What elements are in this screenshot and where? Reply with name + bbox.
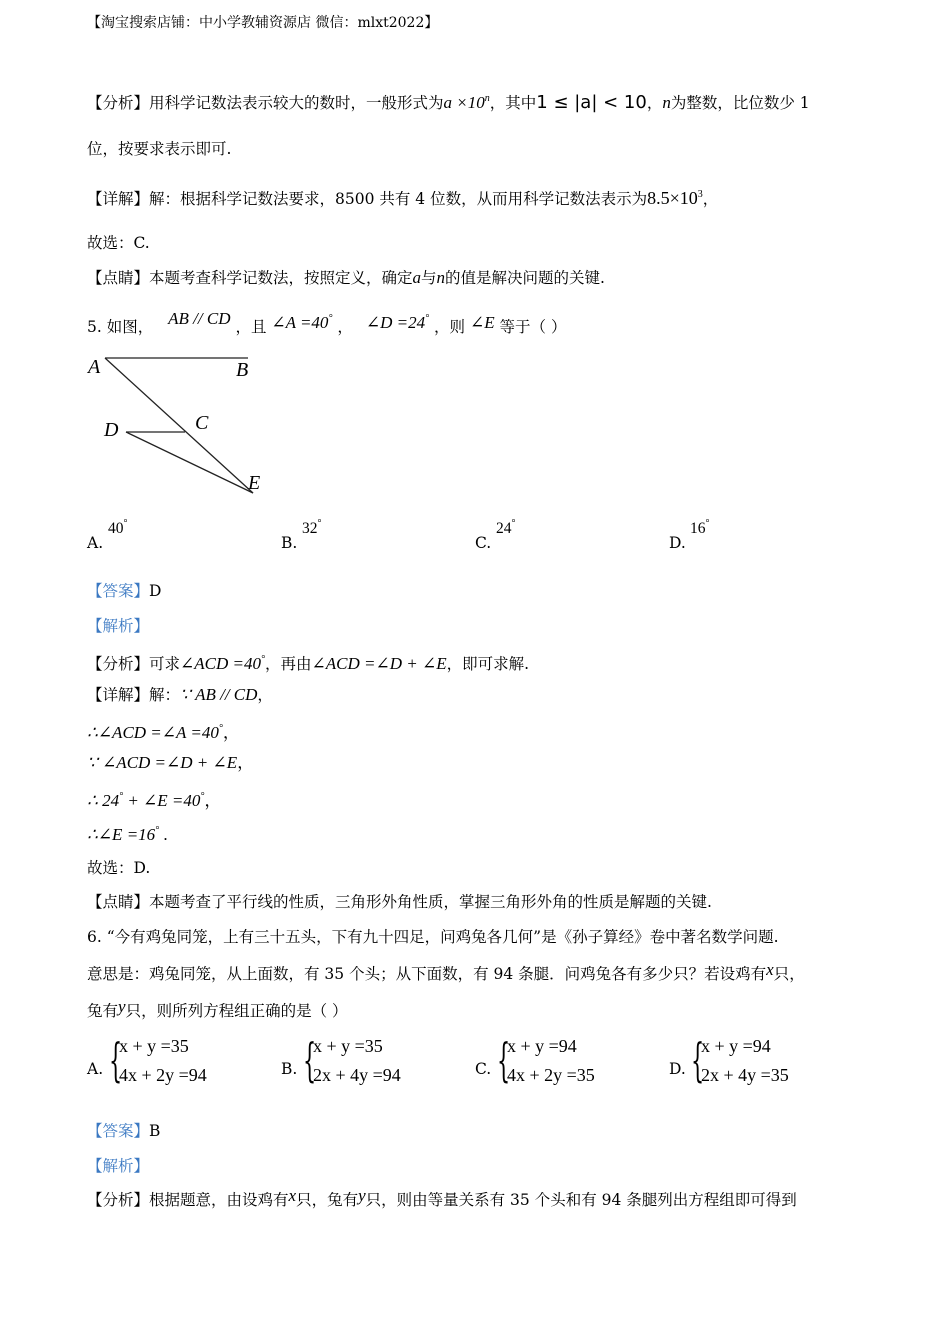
q5-option-c-value: 24° — [496, 518, 516, 537]
q5-step-2: ∴∠ACD =∠A =40°， — [87, 723, 240, 742]
q6-option-a: A. — [87, 1060, 104, 1078]
segment-ae — [105, 358, 253, 493]
q6-answer: 【答案】B — [87, 1122, 161, 1140]
q6-option-b-system: { x + y =35 2x + 4y =94 — [303, 1033, 401, 1087]
formula-exterior-angle: ∠ACD =∠D + ∠E — [311, 654, 447, 673]
q6-option-d: D. — [669, 1060, 686, 1078]
q4-detail: 【详解】解：根据科学记数法要求，8500 共有 4 位数，从而用科学记数法表示为$8.5\times 10^3$， — [87, 188, 719, 208]
q5-answer: 【答案】D — [87, 582, 162, 600]
q6-option-a-system: { x + y =35 4x + 2y =94 — [109, 1033, 207, 1087]
q5-option-a: A. — [87, 534, 104, 552]
q5-cond-angle-d: ∠D =24° — [365, 313, 430, 332]
q6-analysis: 【分析】根据题意，由设鸡有x只，兔有y只，则由等量关系有 35 个头和有 94 条腿列出方程组即可得到 — [87, 1186, 797, 1209]
q5-option-c: C. — [475, 534, 492, 552]
q5-option-d: D. — [669, 534, 686, 552]
formula-acd-40: ∠ACD =40° — [180, 654, 265, 673]
q5-option-b: B. — [281, 534, 298, 552]
page-header: 【淘宝搜索店铺：中小学教辅资源店 微信：mlxt2022】 — [87, 15, 439, 31]
label-a: A — [88, 356, 101, 378]
q5-step-4: ∴ 24° + ∠E =40°， — [87, 791, 222, 810]
q5-detail: 【详解】解：∵ AB // CD， — [87, 685, 273, 704]
q4-comment: 【点睛】本题考查科学记数法，按照定义，确定a与n的值是解决问题的关键. — [87, 268, 605, 287]
q5-cond-parallel: AB // CD — [168, 309, 231, 328]
q6-option-b: B. — [281, 1060, 298, 1078]
q4-analysis: 【分析】用科学记数法表示较大的数时，一般形式为$a \times 10^n$，其中1 ≤ |a| < 10，n为整数，比位数少 1 — [87, 92, 810, 113]
q6-option-c-system: { x + y =94 4x + 2y =35 — [497, 1033, 595, 1087]
q4-choice: 故选：C. — [87, 234, 150, 252]
q5-option-b-value: 32° — [302, 518, 322, 537]
q6-option-c: C. — [475, 1060, 492, 1078]
q5-analysis: 【分析】可求∠ACD =40°，再由∠ACD =∠D + ∠E，即可求解. — [87, 654, 530, 673]
q5-step-3: ∵ ∠ACD =∠D + ∠E， — [87, 753, 255, 772]
q5-cond-angle-e: ∠E — [469, 313, 495, 332]
q5-choice: 故选：D. — [87, 859, 151, 877]
q5-option-d-value: 16° — [690, 518, 710, 537]
segment-de — [126, 432, 253, 493]
q6-stem-line1: 6. “今有鸡兔同笼，上有三十五头，下有九十四足，问鸡兔各几何”是《孙子算经》卷中著名数学问题. — [87, 928, 779, 946]
q6-jiexi: 【解析】 — [87, 1157, 150, 1175]
formula-range: 1 ≤ |a| < 10 — [536, 92, 647, 113]
q5-geometry-figure — [80, 345, 290, 505]
label-c: C — [195, 412, 209, 434]
label-d: D — [104, 419, 119, 441]
q5-step-5: ∴∠E =16° . — [87, 825, 168, 844]
q6-stem-line2: 意思是：鸡兔同笼，从上面数，有 35 个头；从下面数，有 94 条腿．问鸡兔各有多少只？若设鸡有x只， — [87, 960, 805, 983]
q6-stem-line3: 兔有y只，则所列方程组正确的是（ ） — [87, 997, 348, 1020]
label-e: E — [248, 472, 261, 494]
q5-jiexi: 【解析】 — [87, 617, 150, 635]
q5-cond-angle-a: ∠A =40° — [271, 313, 333, 332]
label-b: B — [236, 359, 249, 381]
q5-comment: 【点睛】本题考查了平行线的性质，三角形外角性质，掌握三角形外角的性质是解题的关键. — [87, 893, 712, 911]
q5-option-a-value: 40° — [108, 518, 128, 537]
q5-stem: 5. 如图， AB // CD ，且 ∠A =40° ， ∠D =24° ，则 ∠E 等于（ ） — [87, 309, 567, 336]
q6-option-d-system: { x + y =94 2x + 4y =35 — [691, 1033, 789, 1087]
formula-a-times-10: $a \times 10^n$ — [443, 93, 490, 112]
formula-result: $8.5\times 10^3$ — [647, 188, 703, 208]
q4-analysis-line2: 位，按要求表示即可. — [87, 140, 232, 158]
